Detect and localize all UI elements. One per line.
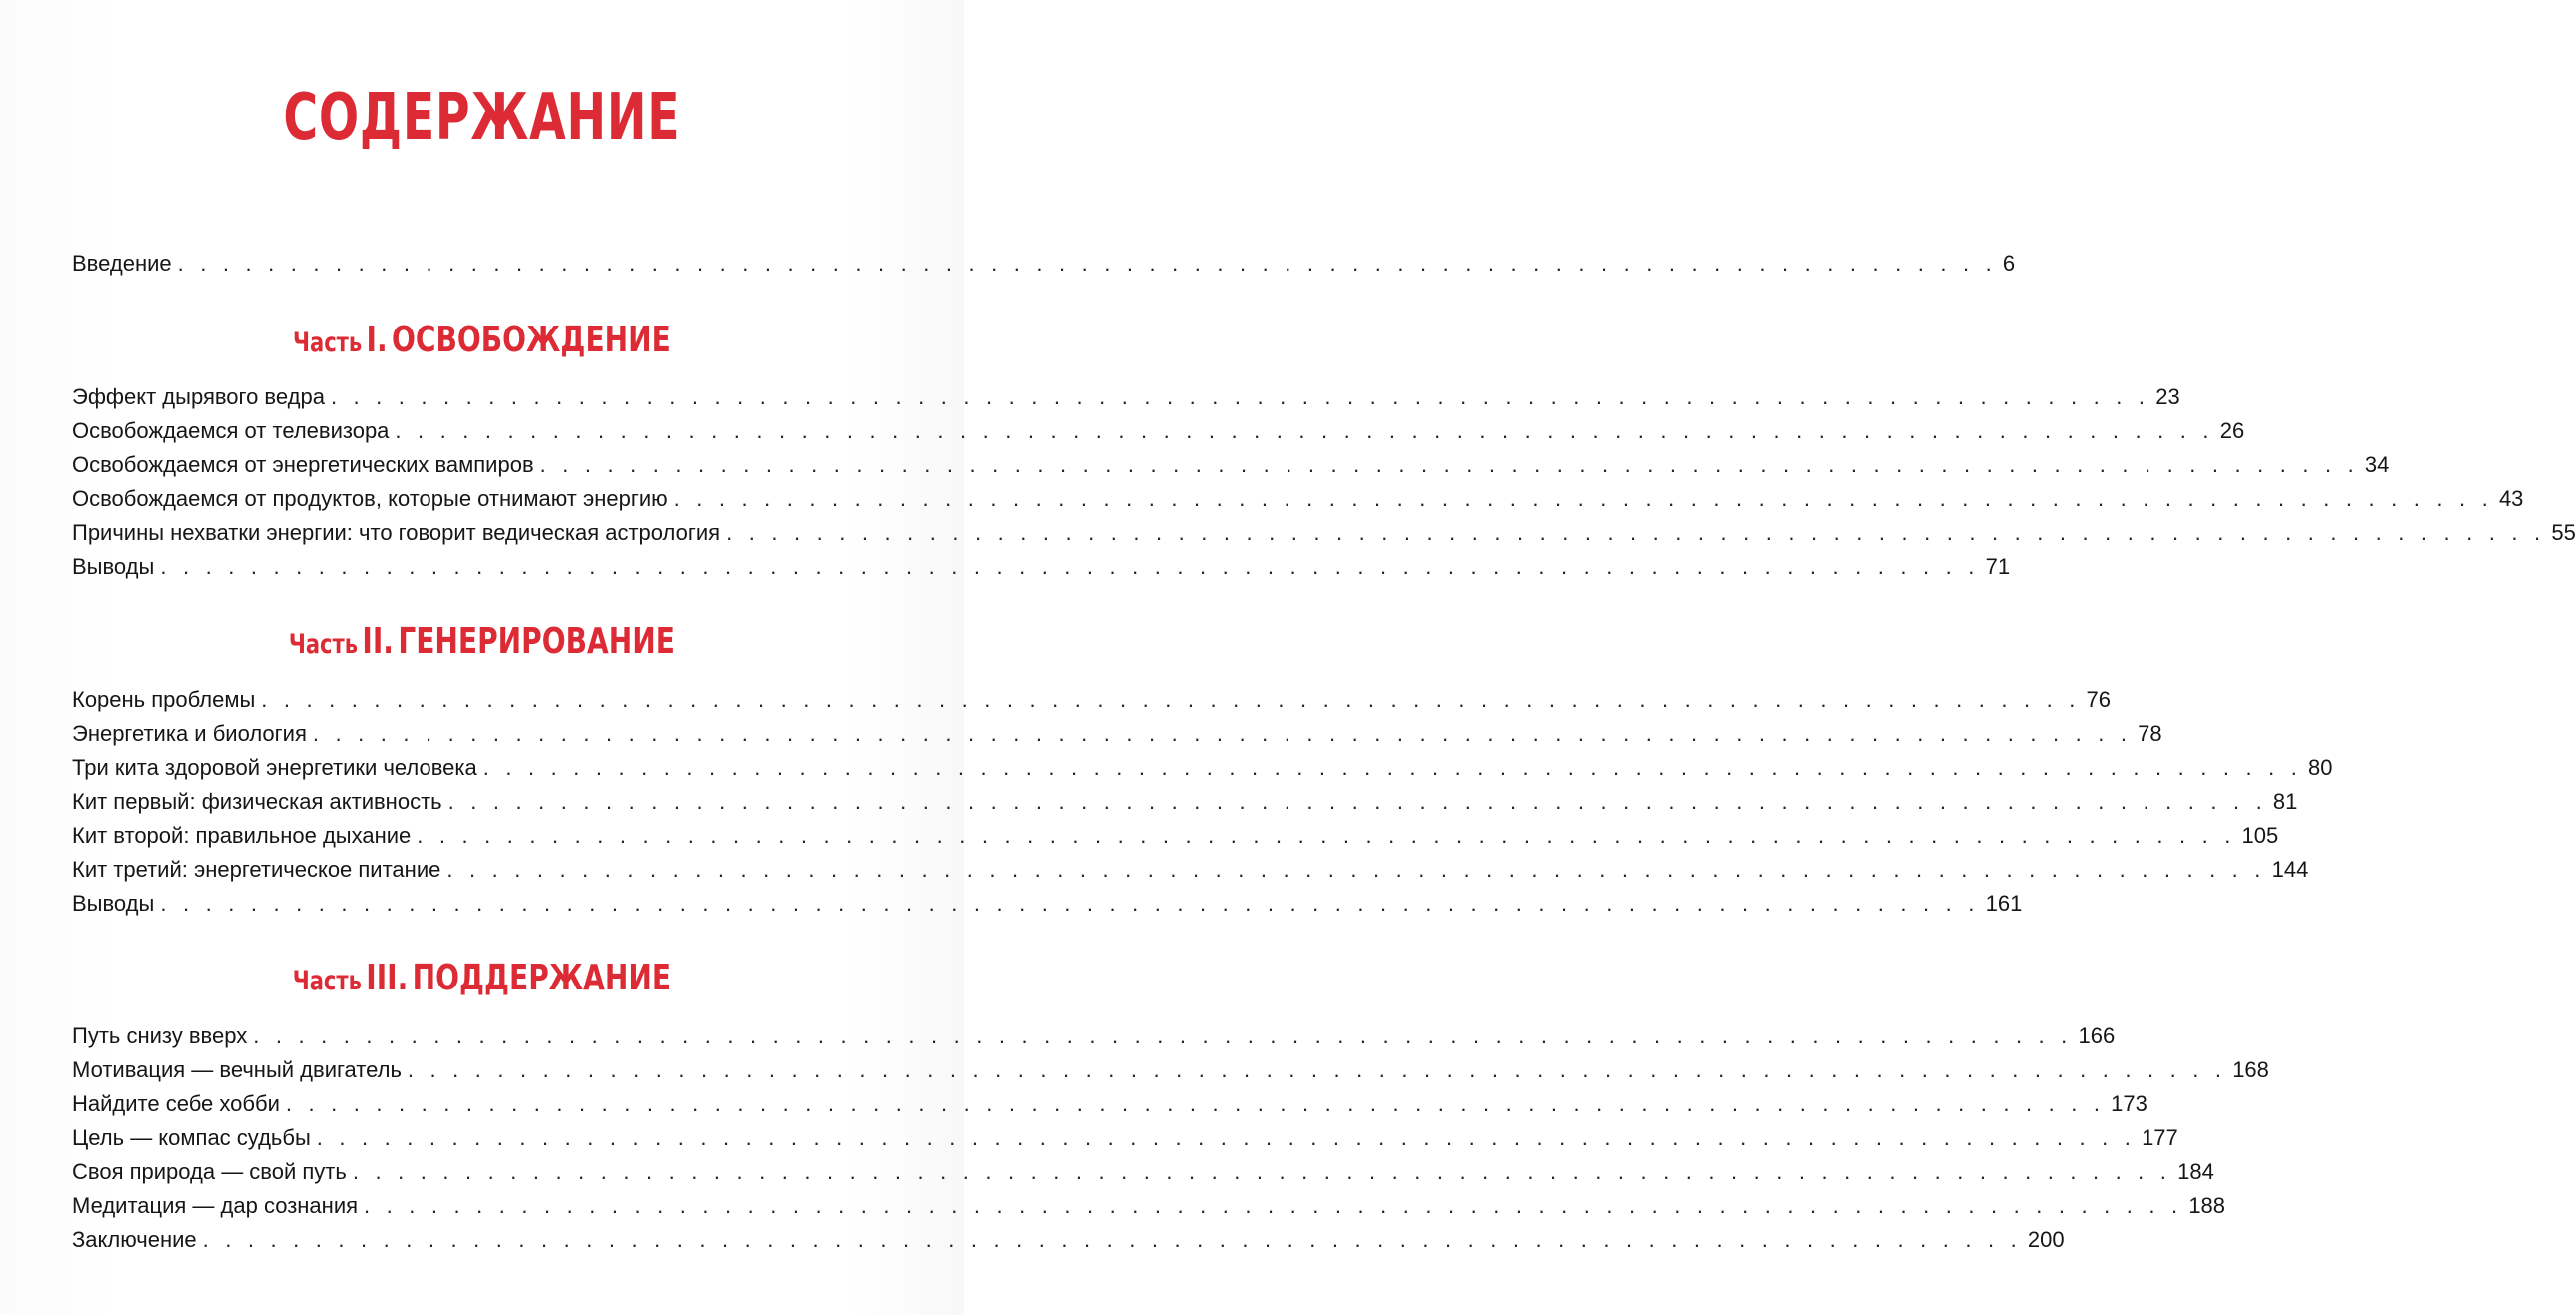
toc-entry-page: 81 (2272, 789, 2298, 814)
toc-entry[interactable] (72, 1016, 2116, 1050)
toc-entry-label: Выводы (72, 891, 155, 916)
dot-leader: . . . . . . . . . . . . . . . . . . . . . . . . . . . . . . . . . . . . . . . . . . . . . . . . . . . . . . . . . . . . . . . . . . . . . . . . . . . . . . . . . (395, 418, 2214, 443)
toc-entry[interactable] (72, 714, 2162, 748)
toc-entry[interactable] (72, 445, 2390, 479)
dot-leader: . . . . . . . . . . . . . . . . . . . . . . . . . . . . . . . . . . . . . . . . . . . . . . . . . . . . . . . . . . . . . . . . . . . . . . . . . . . . . . . . . (539, 452, 2359, 477)
dot-leader: . . . . . . . . . . . . . . . . . . . . . . . . . . . . . . . . . . . . . . . . . . . . . . . . . . . . . . . . . . . . . . . . . . . . . . . . . . . . . . . . . (417, 823, 2236, 848)
toc-entry-label: Энергетика и биология (72, 721, 307, 746)
part-word: Часть (288, 629, 359, 660)
part-heading-2 (106, 621, 858, 662)
toc-entry-label: Эффект дырявого ведра (72, 384, 325, 409)
dot-leader: . . . . . . . . . . . . . . . . . . . . . . . . . . . . . . . . . . . . . . . . . . . . . . . . . . . . . . . . . . . . . . . . . . . . . . . . . . . . . . . . . (160, 891, 1980, 916)
toc-entry-page: 6 (2002, 251, 2016, 276)
dot-leader: . . . . . . . . . . . . . . . . . . . . . . . . . . . . . . . . . . . . . . . . . . . . . . . . . . . . . . . . . . . . . . . . . . . . . . . . . . . . . . . . . (160, 554, 1980, 579)
dot-leader: . . . . . . . . . . . . . . . . . . . . . . . . . . . . . . . . . . . . . . . . . . . . . . . . . . . . . . . . . . . . . . . . . . . . . . . . . . . . . . . . . (177, 251, 1997, 276)
toc-entry-page: 43 (2498, 486, 2524, 511)
page-title: СОДЕРЖАНИЕ (283, 81, 681, 155)
dot-leader: . . . . . . . . . . . . . . . . . . . . . . . . . . . . . . . . . . . . . . . . . . . . . . . . . . . . . . . . . . . . . . . . . . . . . . . . . . . . . . . . . (330, 384, 2150, 409)
dot-leader: . . . . . . . . . . . . . . . . . . . . . . . . . . . . . . . . . . . . . . . . . . . . . . . . . . . . . . . . . . . . . . . . . . . . . . . . . . . . . . . . . (261, 687, 2081, 712)
toc-entry-page: 166 (2078, 1023, 2116, 1048)
toc-entry-intro[interactable] (72, 244, 2016, 278)
toc-entry[interactable] (72, 748, 2333, 782)
toc-entry-page: 76 (2086, 687, 2112, 712)
part-title: ПОДДЕРЖАНИЕ (412, 958, 672, 998)
toc-entry[interactable] (72, 1186, 2226, 1220)
toc-entry[interactable] (72, 1152, 2214, 1186)
toc-entry-page: 23 (2155, 384, 2180, 409)
toc-entry-page: 78 (2138, 721, 2162, 746)
toc-entry-label: Выводы (72, 554, 155, 579)
part-title: ОСВОБОЖДЕНИЕ (392, 320, 671, 360)
dot-leader: . . . . . . . . . . . . . . . . . . . . . . . . . . . . . . . . . . . . . . . . . . . . . . . . . . . . . . . . . . . . . . . . . . . . . . . . . . . . . . . . . (253, 1023, 2073, 1048)
toc-entry-label: Причины нехватки энергии: что говорит ведическая астрология (72, 520, 721, 545)
toc-entry-page: 200 (2027, 1227, 2065, 1252)
toc-entry[interactable] (72, 377, 2180, 411)
part-number: II. (362, 621, 394, 662)
dot-leader: . . . . . . . . . . . . . . . . . . . . . . . . . . . . . . . . . . . . . . . . . . . . . . . . . . . . . . . . . . . . . . . . . . . . . . . . . . . . . . . . . (446, 857, 2266, 882)
toc-entry-page: 173 (2111, 1091, 2147, 1116)
part-word: Часть (292, 966, 362, 996)
dot-leader: . . . . . . . . . . . . . . . . . . . . . . . . . . . . . . . . . . . . . . . . . . . . . . . . . . . . . . . . . . . . . . . . . . . . . . . . . . . . . . . . . (726, 520, 2546, 545)
toc-entry-label: Корень проблемы (72, 687, 256, 712)
toc-entry-page: 105 (2241, 823, 2279, 848)
toc-entry-page: 71 (1985, 554, 2011, 579)
part-heading-3 (106, 958, 858, 998)
toc-entry-label: Найдите себе хобби (72, 1091, 280, 1116)
part-title: ГЕНЕРИРОВАНИЕ (398, 621, 675, 662)
toc-entry[interactable] (72, 884, 2023, 918)
dot-leader: . . . . . . . . . . . . . . . . . . . . . . . . . . . . . . . . . . . . . . . . . . . . . . . . . . . . . . . . . . . . . . . . . . . . . . . . . . . . . . . . . (673, 486, 2493, 511)
toc-entry-label: Медитация — дар сознания (72, 1193, 359, 1218)
toc-entry-label: Кит первый: физическая активность (72, 789, 442, 814)
toc-entry[interactable] (72, 782, 2298, 816)
part-number: III. (366, 958, 409, 998)
toc-entry-label: Введение (72, 251, 172, 276)
toc-entry[interactable] (72, 1220, 2065, 1254)
dot-leader: . . . . . . . . . . . . . . . . . . . . . . . . . . . . . . . . . . . . . . . . . . . . . . . . . . . . . . . . . . . . . . . . . . . . . . . . . . . . . . . . . (407, 1057, 2227, 1082)
toc-entry-label: Заключение (72, 1227, 197, 1252)
toc-entry-page: 161 (1985, 891, 2023, 916)
toc-entry-page: 26 (2219, 418, 2245, 443)
dot-leader: . . . . . . . . . . . . . . . . . . . . . . . . . . . . . . . . . . . . . . . . . . . . . . . . . . . . . . . . . . . . . . . . . . . . . . . . . . . . . . . . . (447, 789, 2267, 814)
toc-entry-label: Своя природа — свой путь (72, 1159, 347, 1184)
toc-entry-label: Цель — компас судьбы (72, 1125, 311, 1150)
toc-entry-page: 144 (2271, 857, 2309, 882)
part-number: I. (366, 320, 388, 360)
toc-entry-label: Три кита здоровой энергетики человека (72, 755, 477, 780)
part-heading-1 (106, 320, 858, 360)
toc-entry-label: Освобождаемся от энергетических вампиров (72, 452, 534, 477)
toc-entry-page: 188 (2188, 1193, 2226, 1218)
toc-entry-label: Освобождаемся от телевизора (72, 418, 390, 443)
toc-entry-page: 80 (2308, 755, 2333, 780)
toc-entry[interactable] (72, 850, 2309, 884)
dot-leader: . . . . . . . . . . . . . . . . . . . . . . . . . . . . . . . . . . . . . . . . . . . . . . . . . . . . . . . . . . . . . . . . . . . . . . . . . . . . . . . . . (364, 1193, 2183, 1218)
toc-entry-page: 168 (2232, 1057, 2269, 1082)
dot-leader: . . . . . . . . . . . . . . . . . . . . . . . . . . . . . . . . . . . . . . . . . . . . . . . . . . . . . . . . . . . . . . . . . . . . . . . . . . . . . . . . . (285, 1091, 2106, 1116)
toc-entry[interactable] (72, 479, 2524, 513)
toc-entry[interactable] (72, 816, 2279, 850)
toc-entry-label: Кит третий: энергетическое питание (72, 857, 441, 882)
toc-entry[interactable] (72, 547, 2011, 581)
dot-leader: . . . . . . . . . . . . . . . . . . . . . . . . . . . . . . . . . . . . . . . . . . . . . . . . . . . . . . . . . . . . . . . . . . . . . . . . . . . . . . . . . (202, 1227, 2022, 1252)
toc-entry[interactable] (72, 1118, 2178, 1152)
dot-leader: . . . . . . . . . . . . . . . . . . . . . . . . . . . . . . . . . . . . . . . . . . . . . . . . . . . . . . . . . . . . . . . . . . . . . . . . . . . . . . . . . (482, 755, 2303, 780)
dot-leader: . . . . . . . . . . . . . . . . . . . . . . . . . . . . . . . . . . . . . . . . . . . . . . . . . . . . . . . . . . . . . . . . . . . . . . . . . . . . . . . . . (312, 721, 2133, 746)
toc-entry-label: Путь снизу вверх (72, 1023, 248, 1048)
toc-entry[interactable] (72, 680, 2112, 714)
toc-entry[interactable] (72, 1084, 2147, 1118)
toc-entry-page: 55 (2551, 520, 2576, 545)
part-word: Часть (292, 328, 363, 358)
toc-entry[interactable] (72, 513, 2576, 547)
toc-entry[interactable] (72, 411, 2245, 445)
dot-leader: . . . . . . . . . . . . . . . . . . . . . . . . . . . . . . . . . . . . . . . . . . . . . . . . . . . . . . . . . . . . . . . . . . . . . . . . . . . . . . . . . (352, 1159, 2172, 1184)
toc-entry[interactable] (72, 1050, 2269, 1084)
toc-entry-label: Мотивация — вечный двигатель (72, 1057, 402, 1082)
toc-entry-page: 34 (2364, 452, 2390, 477)
toc-entry-label: Кит второй: правильное дыхание (72, 823, 412, 848)
dot-leader: . . . . . . . . . . . . . . . . . . . . . . . . . . . . . . . . . . . . . . . . . . . . . . . . . . . . . . . . . . . . . . . . . . . . . . . . . . . . . . . . . (316, 1125, 2137, 1150)
toc-entry-page: 177 (2142, 1125, 2178, 1150)
toc-entry-page: 184 (2177, 1159, 2214, 1184)
toc-entry-label: Освобождаемся от продуктов, которые отнимают энергию (72, 486, 668, 511)
